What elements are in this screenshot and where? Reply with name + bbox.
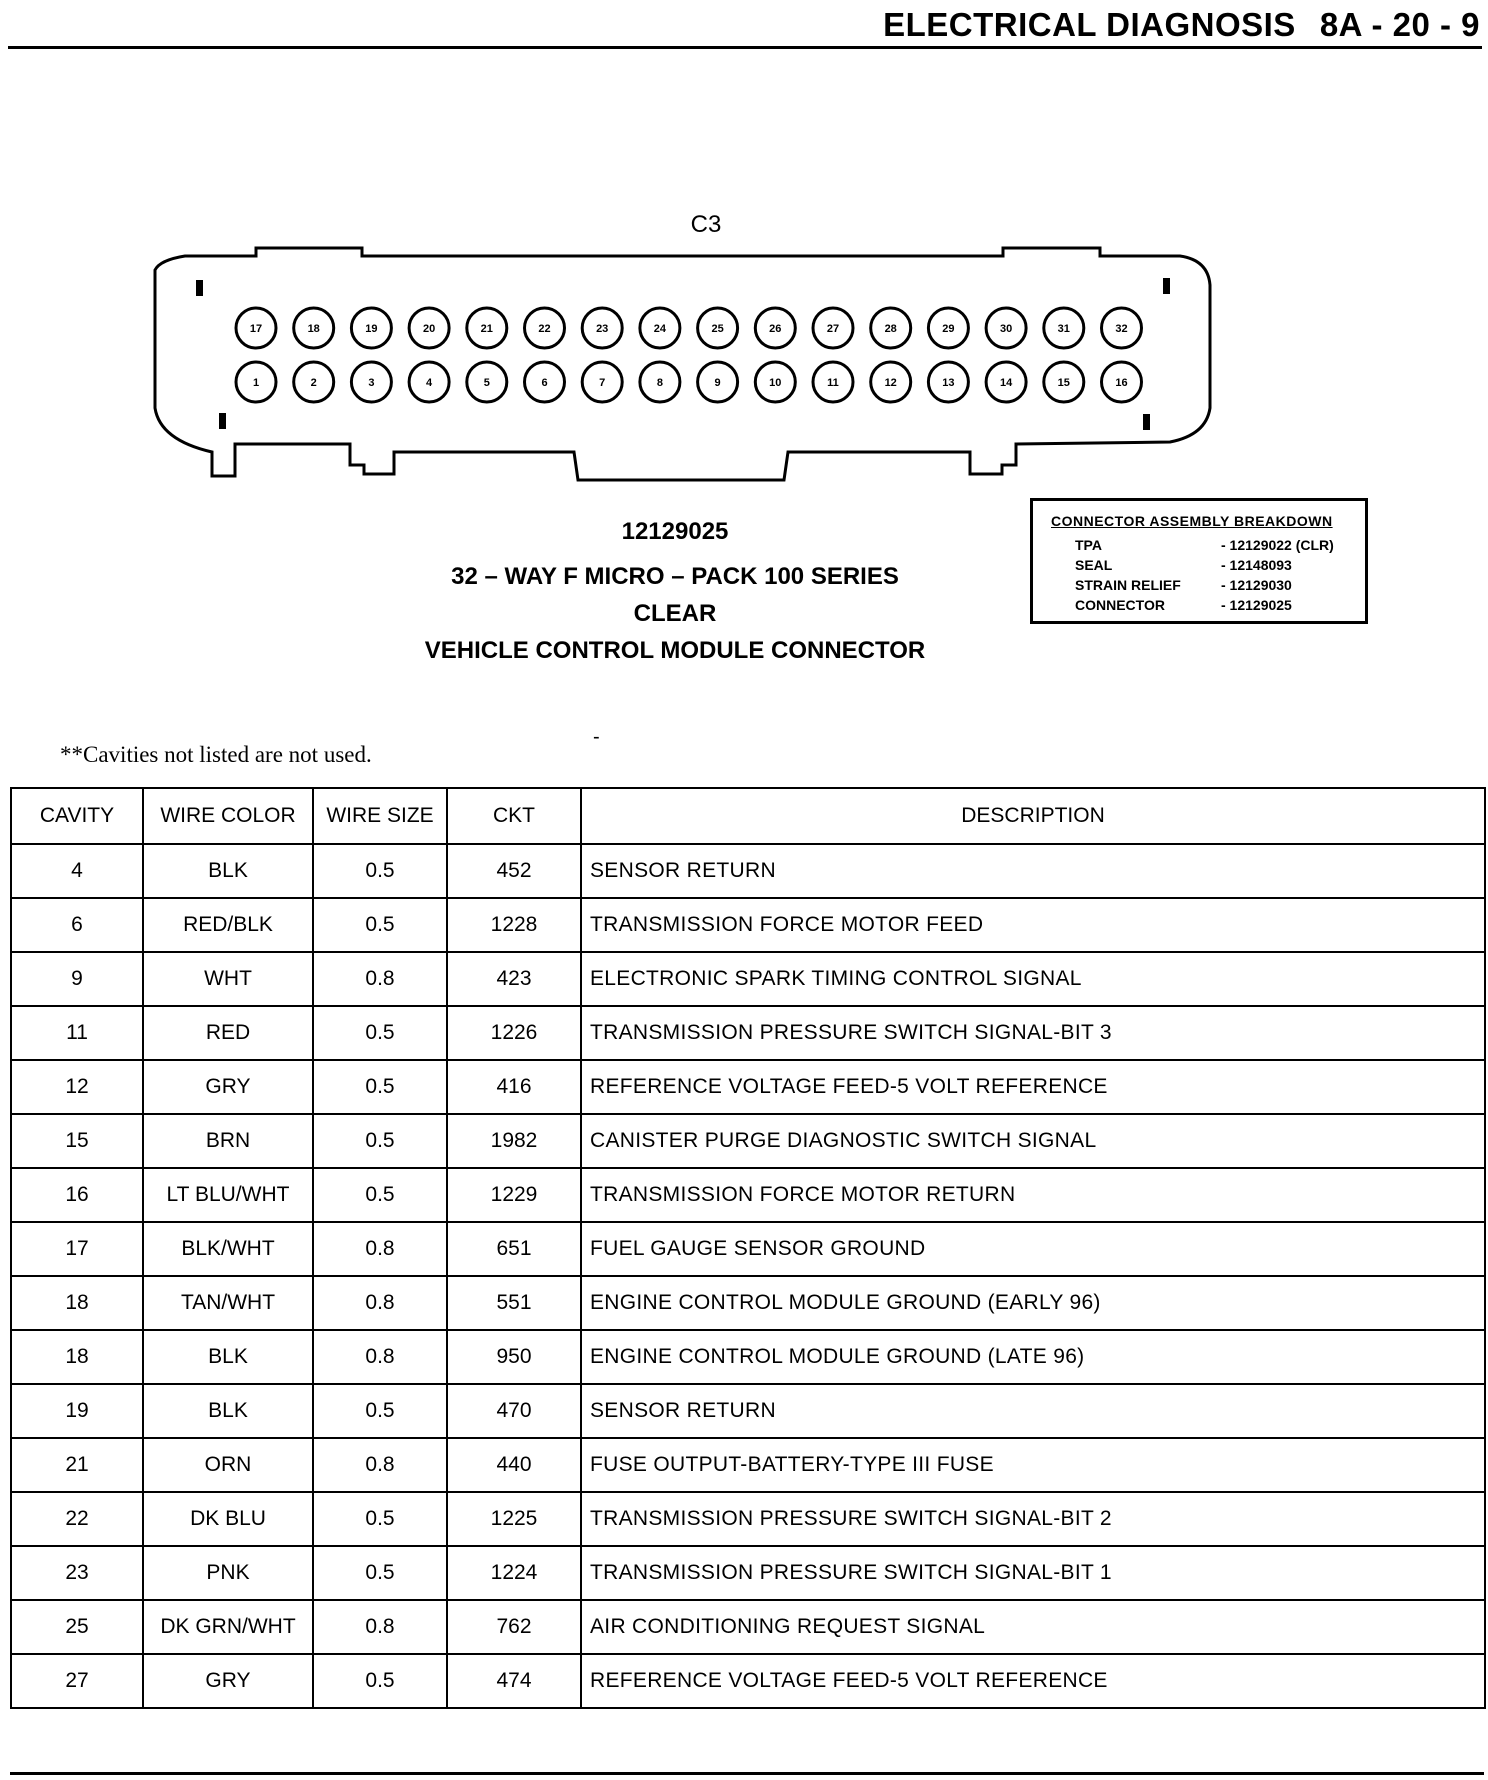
cell-wire-color: ORN <box>143 1438 313 1492</box>
cavity-number: 18 <box>307 323 320 335</box>
cell-wire-color: TAN/WHT <box>143 1276 313 1330</box>
cell-description: FUSE OUTPUT-BATTERY-TYPE III FUSE <box>581 1438 1485 1492</box>
breakdown-row <box>1075 577 1365 597</box>
cell-description: ELECTRONIC SPARK TIMING CONTROL SIGNAL <box>581 952 1485 1006</box>
connector-part-number: 12129025 <box>621 518 729 545</box>
cavity-number: 9 <box>714 377 721 389</box>
cell-cavity: 27 <box>11 1654 143 1708</box>
cell-wire-size: 0.8 <box>313 1276 447 1330</box>
table-row <box>11 844 1485 898</box>
cell-ckt: 452 <box>447 844 581 898</box>
cell-cavity: 15 <box>11 1114 143 1168</box>
connector-outline <box>155 248 1210 480</box>
latch-mark <box>196 280 203 296</box>
header-wire-size: WIRE SIZE <box>313 788 447 844</box>
bottom-cavity-row <box>236 362 1142 402</box>
cell-ckt: 1228 <box>447 898 581 952</box>
table-body <box>11 844 1485 1708</box>
connector-type: 32 – WAY F MICRO – PACK 100 SERIES <box>451 563 899 590</box>
cavity-number: 26 <box>769 323 782 335</box>
cell-ckt: 1225 <box>447 1492 581 1546</box>
cavity-number: 25 <box>711 323 724 335</box>
page-header <box>0 0 1488 48</box>
header-rule <box>8 46 1482 49</box>
cavity-table <box>10 787 1486 1709</box>
cavity-number: 2 <box>310 377 317 389</box>
cell-cavity: 4 <box>11 844 143 898</box>
connector-name: VEHICLE CONTROL MODULE CONNECTOR <box>424 637 926 664</box>
cell-wire-color: DK GRN/WHT <box>143 1600 313 1654</box>
cavity-number: 22 <box>538 323 551 335</box>
header-wire-color: WIRE COLOR <box>143 788 313 844</box>
latch-mark <box>219 413 226 429</box>
cavity-number: 19 <box>365 323 378 335</box>
cell-cavity: 9 <box>11 952 143 1006</box>
cell-wire-color: WHT <box>143 952 313 1006</box>
header-description: DESCRIPTION <box>581 788 1485 844</box>
cell-wire-color: BLK <box>143 1330 313 1384</box>
header-text <box>883 6 1480 44</box>
breakdown-label: STRAIN RELIEF <box>1075 577 1181 593</box>
cell-ckt: 470 <box>447 1384 581 1438</box>
table-row <box>11 1492 1485 1546</box>
cell-wire-size: 0.5 <box>313 1168 447 1222</box>
table-row <box>11 952 1485 1006</box>
breakdown-value: - 12129030 <box>1221 577 1292 593</box>
cavity-number: 23 <box>596 323 609 335</box>
cell-wire-color: PNK <box>143 1546 313 1600</box>
cavity-number: 21 <box>480 323 493 335</box>
cavity-number: 16 <box>1115 377 1128 389</box>
cell-cavity: 25 <box>11 1600 143 1654</box>
cell-cavity: 23 <box>11 1546 143 1600</box>
cell-wire-color: GRY <box>143 1654 313 1708</box>
cell-cavity: 22 <box>11 1492 143 1546</box>
connector-label: C3 <box>690 211 722 238</box>
breakdown-value: - 12129022 (CLR) <box>1221 537 1334 553</box>
cell-ckt: 423 <box>447 952 581 1006</box>
breakdown-title: CONNECTOR ASSEMBLY BREAKDOWN <box>1051 513 1333 529</box>
cell-ckt: 551 <box>447 1276 581 1330</box>
cell-description: TRANSMISSION PRESSURE SWITCH SIGNAL-BIT 1 <box>581 1546 1485 1600</box>
table-header-row <box>11 788 1485 844</box>
cell-description: SENSOR RETURN <box>581 844 1485 898</box>
cell-wire-color: BRN <box>143 1114 313 1168</box>
cell-description: TRANSMISSION FORCE MOTOR RETURN <box>581 1168 1485 1222</box>
cavity-number: 32 <box>1115 323 1128 335</box>
cavity-number: 6 <box>541 377 548 389</box>
cavity-number: 8 <box>656 377 663 389</box>
table-row <box>11 1546 1485 1600</box>
breakdown-row <box>1075 557 1365 577</box>
cell-description: TRANSMISSION PRESSURE SWITCH SIGNAL-BIT 2 <box>581 1492 1485 1546</box>
top-cavity-row <box>236 308 1142 348</box>
cell-ckt: 416 <box>447 1060 581 1114</box>
cavity-number: 31 <box>1057 323 1070 335</box>
cavity-number: 3 <box>368 377 375 389</box>
cavity-number: 30 <box>999 323 1013 335</box>
bottom-rule <box>10 1772 1484 1775</box>
cell-wire-size: 0.5 <box>313 1114 447 1168</box>
cell-description: TRANSMISSION FORCE MOTOR FEED <box>581 898 1485 952</box>
table-row <box>11 898 1485 952</box>
cell-wire-color: BLK/WHT <box>143 1222 313 1276</box>
cell-wire-color: RED <box>143 1006 313 1060</box>
cell-description: REFERENCE VOLTAGE FEED-5 VOLT REFERENCE <box>581 1654 1485 1708</box>
cavity-number: 1 <box>252 377 260 389</box>
cell-wire-size: 0.5 <box>313 1060 447 1114</box>
cell-wire-size: 0.8 <box>313 1600 447 1654</box>
cell-wire-color: GRY <box>143 1060 313 1114</box>
cell-ckt: 440 <box>447 1438 581 1492</box>
cavity-number: 4 <box>426 377 433 389</box>
cavity-number: 12 <box>884 377 897 389</box>
cavity-number: 14 <box>999 377 1013 389</box>
cell-ckt: 1229 <box>447 1168 581 1222</box>
cell-ckt: 1224 <box>447 1546 581 1600</box>
cell-wire-size: 0.5 <box>313 898 447 952</box>
cell-wire-color: BLK <box>143 1384 313 1438</box>
cell-description: FUEL GAUGE SENSOR GROUND <box>581 1222 1485 1276</box>
cell-description: CANISTER PURGE DIAGNOSTIC SWITCH SIGNAL <box>581 1114 1485 1168</box>
cell-cavity: 12 <box>11 1060 143 1114</box>
cell-description: TRANSMISSION PRESSURE SWITCH SIGNAL-BIT 3 <box>581 1006 1485 1060</box>
cavity-number: 29 <box>942 323 955 335</box>
cell-wire-size: 0.8 <box>313 1222 447 1276</box>
cell-wire-size: 0.8 <box>313 1330 447 1384</box>
cell-wire-color: DK BLU <box>143 1492 313 1546</box>
latch-mark <box>1143 414 1150 430</box>
cavity-number: 15 <box>1057 377 1070 389</box>
header-ckt: CKT <box>447 788 581 844</box>
cell-wire-color: RED/BLK <box>143 898 313 952</box>
breakdown-value: - 12129025 <box>1221 597 1292 613</box>
cavity-number: 17 <box>249 323 263 335</box>
table-row <box>11 1168 1485 1222</box>
breakdown-row <box>1075 597 1365 617</box>
cell-wire-size: 0.8 <box>313 952 447 1006</box>
cell-wire-color: BLK <box>143 844 313 898</box>
table-row <box>11 1438 1485 1492</box>
cell-ckt: 950 <box>447 1330 581 1384</box>
stray-mark: - <box>593 726 600 748</box>
cavity-number: 13 <box>942 377 955 389</box>
cell-wire-size: 0.5 <box>313 1546 447 1600</box>
cell-description: AIR CONDITIONING REQUEST SIGNAL <box>581 1600 1485 1654</box>
cell-description: ENGINE CONTROL MODULE GROUND (EARLY 96) <box>581 1276 1485 1330</box>
cell-ckt: 1982 <box>447 1114 581 1168</box>
cavity-number: 7 <box>599 377 606 389</box>
cell-cavity: 11 <box>11 1006 143 1060</box>
connector-color: CLEAR <box>633 600 717 627</box>
page-number: 8A - 20 - 9 <box>1319 6 1480 43</box>
header-cavity: CAVITY <box>11 788 143 844</box>
table-row <box>11 1384 1485 1438</box>
cell-wire-size: 0.5 <box>313 1384 447 1438</box>
cell-cavity: 6 <box>11 898 143 952</box>
cell-ckt: 651 <box>447 1222 581 1276</box>
unused-cavities-note: **Cavities not listed are not used. <box>60 742 372 767</box>
breakdown-label: CONNECTOR <box>1075 597 1165 613</box>
cell-description: SENSOR RETURN <box>581 1384 1485 1438</box>
cell-description: REFERENCE VOLTAGE FEED-5 VOLT REFERENCE <box>581 1060 1485 1114</box>
cavity-number: 10 <box>769 377 782 389</box>
breakdown-label: TPA <box>1075 537 1102 553</box>
breakdown-row <box>1075 537 1365 557</box>
cavity-number: 11 <box>827 377 839 389</box>
cell-wire-size: 0.5 <box>313 844 447 898</box>
cell-cavity: 17 <box>11 1222 143 1276</box>
table-row <box>11 1222 1485 1276</box>
table-row <box>11 1276 1485 1330</box>
cell-cavity: 18 <box>11 1276 143 1330</box>
breakdown-value: - 12148093 <box>1221 557 1292 573</box>
cell-ckt: 1226 <box>447 1006 581 1060</box>
section-title: ELECTRICAL DIAGNOSIS <box>883 6 1296 43</box>
cell-cavity: 16 <box>11 1168 143 1222</box>
table-row <box>11 1330 1485 1384</box>
cell-wire-size: 0.8 <box>313 1438 447 1492</box>
table-row <box>11 1114 1485 1168</box>
cell-cavity: 21 <box>11 1438 143 1492</box>
latch-mark <box>1163 278 1170 294</box>
cell-wire-size: 0.5 <box>313 1492 447 1546</box>
connector-diagram <box>0 190 1488 490</box>
assembly-breakdown-box <box>1030 498 1368 624</box>
cell-wire-color: LT BLU/WHT <box>143 1168 313 1222</box>
breakdown-label: SEAL <box>1075 557 1113 573</box>
table-row <box>11 1060 1485 1114</box>
cell-wire-size: 0.5 <box>313 1006 447 1060</box>
cell-ckt: 762 <box>447 1600 581 1654</box>
cell-cavity: 19 <box>11 1384 143 1438</box>
cavity-number: 27 <box>826 323 840 335</box>
cell-wire-size: 0.5 <box>313 1654 447 1708</box>
cell-cavity: 18 <box>11 1330 143 1384</box>
table-row <box>11 1654 1485 1708</box>
table-row <box>11 1600 1485 1654</box>
table-row <box>11 1006 1485 1060</box>
cavity-number: 28 <box>884 323 897 335</box>
cavity-number: 5 <box>483 377 490 389</box>
cell-description: ENGINE CONTROL MODULE GROUND (LATE 96) <box>581 1330 1485 1384</box>
cell-ckt: 474 <box>447 1654 581 1708</box>
cavity-number: 24 <box>653 323 667 335</box>
cavity-number: 20 <box>422 323 436 335</box>
